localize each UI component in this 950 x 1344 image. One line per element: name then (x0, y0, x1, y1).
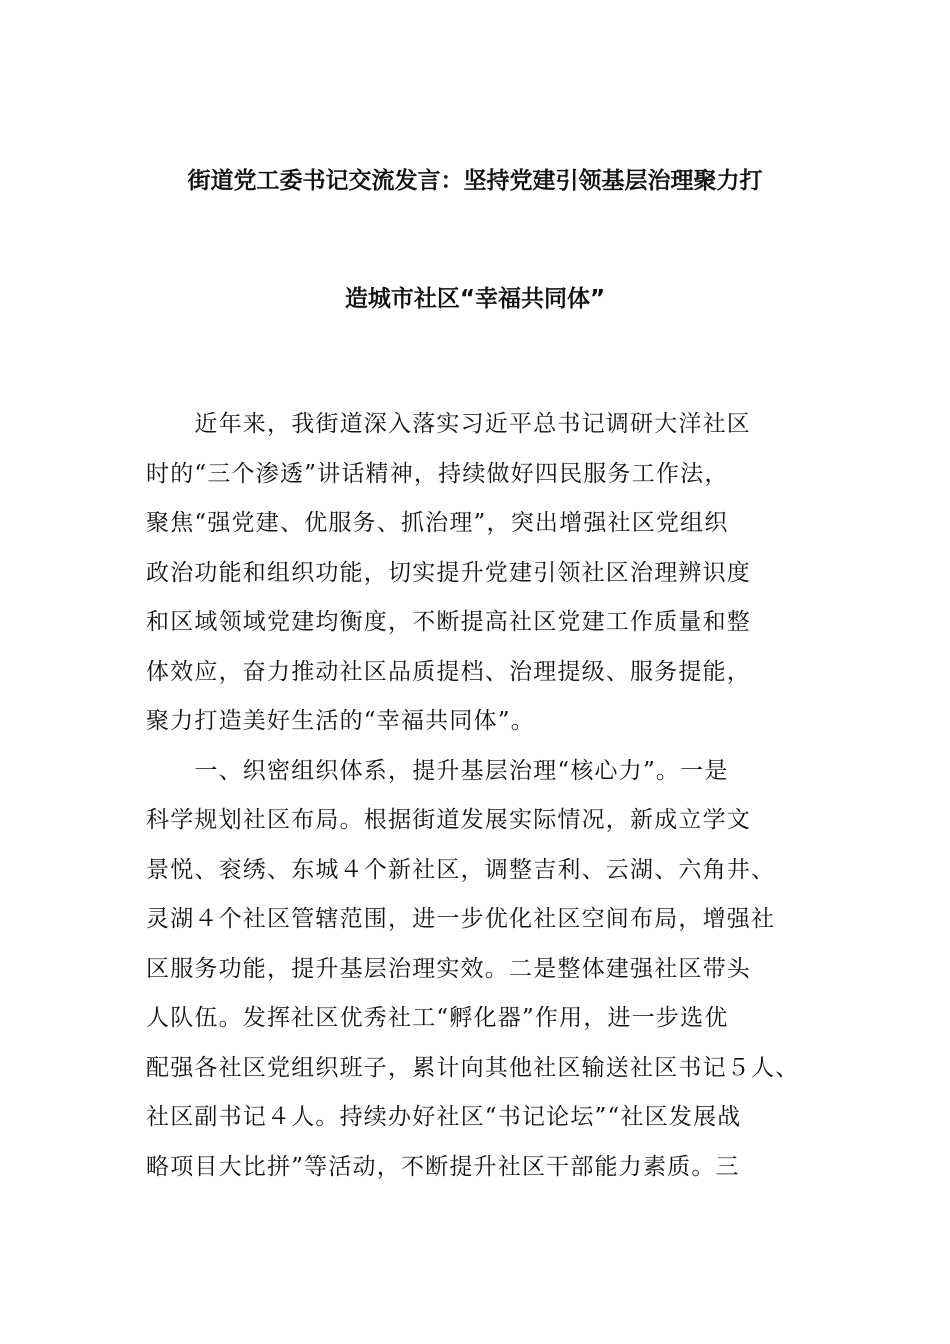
text-line: 人队伍。发挥社区优秀社工“孵化器”作用，进一步选优 (146, 1005, 729, 1031)
paragraph-intro (146, 400, 826, 747)
paragraph-section-one (146, 747, 826, 1193)
text-line: 体效应，奋力推动社区品质提档、治理提级、服务提能， (146, 658, 751, 685)
text-line: 政治功能和组织功能，切实提升党建引领社区治理辨识度 (146, 559, 751, 586)
text-line: 近年来，我街道深入落实习近平总书记调研大洋社区 (146, 411, 751, 437)
text-line: 和区域领域党建均衡度，不断提高社区党建工作质量和整 (146, 609, 751, 635)
document-body (146, 400, 826, 1192)
text-line: 聚焦“强党建、优服务、抓治理”，突出增强社区党组织 (146, 510, 729, 536)
text-line: 配强各社区党组织班子，累计向其他社区输送社区书记５人、 (146, 1054, 800, 1081)
text-line: 灵湖４个社区管辖范围，进一步优化社区空间布局，增强社 (146, 906, 776, 932)
document-title-line-2: 造城市社区“幸福共同体” (344, 286, 606, 312)
text-line: 略项目大比拼”等活动，不断提升社区干部能力素质。三 (146, 1153, 740, 1180)
document-title-line-1: 街道党工委书记交流发言：坚持党建引领基层治理聚力打 (187, 168, 763, 194)
text-line: 聚力打造美好生活的“幸福共同体”。 (146, 708, 535, 734)
text-line: 时的“三个渗透”讲话精神，持续做好四民服务工作法， (146, 460, 729, 487)
text-line: 景悦、衮绣、东城４个新社区，调整吉利、云湖、六角井、 (146, 856, 776, 883)
text-line: 社区副书记４人。持续办好社区“书记论坛”“社区发展战 (146, 1104, 742, 1130)
text-line: 科学规划社区布局。根据街道发展实际情况，新成立学文 (146, 807, 751, 833)
text-line: 一、织密组织体系，提升基层治理“核心力”。一是 (146, 757, 729, 784)
text-line: 区服务功能，提升基层治理实效。二是整体建强社区带头 (146, 955, 751, 982)
